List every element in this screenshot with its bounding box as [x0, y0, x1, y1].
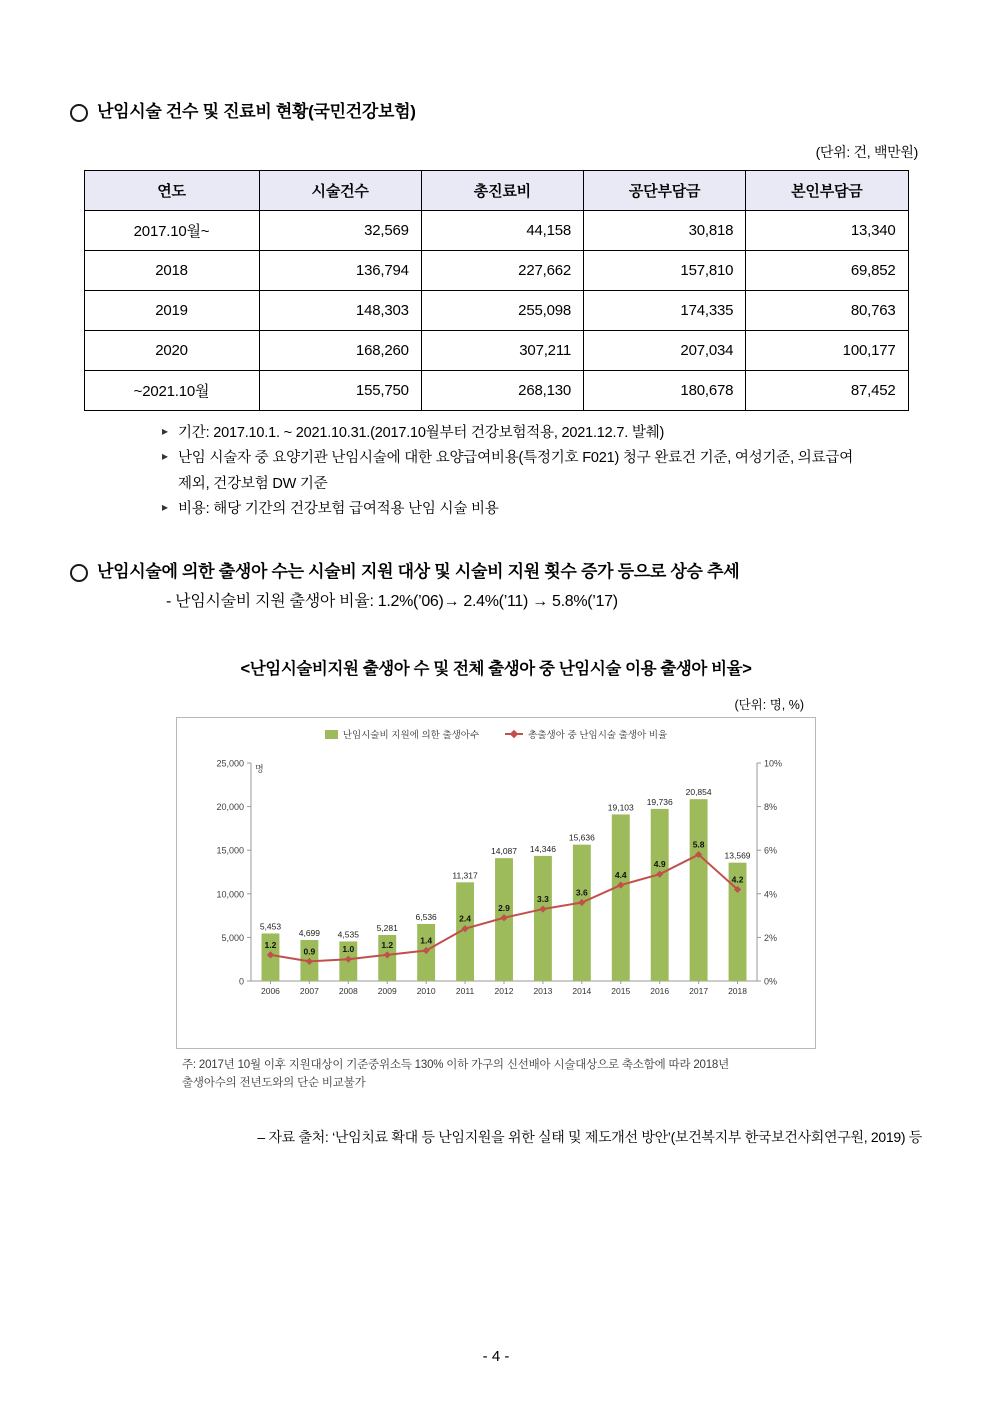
table-header-row — [84, 170, 908, 210]
svg-text:명: 명 — [255, 764, 264, 775]
svg-text:1.0: 1.0 — [342, 944, 355, 955]
svg-text:2008: 2008 — [338, 986, 358, 997]
svg-text:4,699: 4,699 — [298, 928, 321, 939]
legend-label: 난임시술비 지원에 의한 출생아수 — [342, 730, 480, 742]
svg-text:6,536: 6,536 — [415, 912, 437, 923]
table-cell-value: 155,750 — [259, 370, 421, 410]
svg-text:4,535: 4,535 — [337, 929, 359, 940]
svg-text:2006: 2006 — [261, 986, 280, 997]
table-cell-value: 255,098 — [421, 290, 583, 330]
chart-title: <난임시술비지원 출생아 수 및 전체 출생아 중 난임시술 이용 출생아 비율> — [240, 660, 752, 679]
section-heading-2-text: 난임시술에 의한 출생아 수는 시술비 지원 대상 및 시술비 지원 횟수 증가 등으로 상승 추세 — [97, 562, 740, 582]
table-cell-value: 268,130 — [421, 370, 583, 410]
section-2-subline: - 난임시술비 지원 출생아 비율: 1.2%(’06)→ 2.4%(’11) → 5.8%(’17) — [166, 593, 618, 611]
svg-text:2014: 2014 — [572, 986, 592, 997]
table-cell-year: 2020 — [84, 330, 259, 370]
table-cell-year: ~2021.10월 — [84, 370, 259, 410]
treatment-stats-table — [84, 170, 909, 411]
table-cell-value: 87,452 — [746, 370, 908, 410]
svg-text:2016: 2016 — [650, 986, 670, 997]
table-row — [84, 210, 908, 250]
svg-text:13,569: 13,569 — [724, 850, 751, 861]
svg-text:0: 0 — [238, 976, 244, 987]
source-note: – 자료 출처: ‘난임치료 확대 등 난임지원을 위한 실태 및 제도개선 방안’(보건복지부 한국보건사회연구원, 2019) 등 — [257, 1128, 922, 1145]
chart-legend — [177, 718, 815, 741]
table-cell-value: 174,335 — [584, 290, 746, 330]
circle-bullet-icon — [70, 104, 88, 122]
list-item: ▸ 난임 시술자 중 요양기관 난임시술에 대한 요양급여비용(특정기호 F021) 청구 완료건 기준, 여성기준, 의료급여 — [162, 446, 922, 471]
svg-text:10%: 10% — [764, 758, 783, 769]
table-cell-value: 30,818 — [584, 210, 746, 250]
svg-text:2.4: 2.4 — [459, 913, 471, 924]
section-heading-1-text: 난임시술 건수 및 진료비 현황(국민건강보험) — [97, 102, 416, 121]
table-row — [84, 290, 908, 330]
section-heading-1 — [70, 100, 922, 124]
legend-item-line — [505, 727, 667, 741]
legend-line-swatch-icon — [505, 733, 523, 735]
legend-bar-swatch-icon — [325, 730, 338, 739]
svg-text:0%: 0% — [764, 976, 778, 987]
chart-unit-note: (단위: 명, %) — [734, 698, 804, 713]
svg-text:14,346: 14,346 — [529, 843, 556, 854]
svg-text:2009: 2009 — [377, 986, 397, 997]
table-cell-value: 80,763 — [746, 290, 908, 330]
svg-text:1.4: 1.4 — [420, 935, 433, 946]
svg-text:15,000: 15,000 — [216, 845, 244, 856]
page-number: - 4 - — [482, 1348, 510, 1365]
svg-text:20,000: 20,000 — [216, 802, 244, 813]
svg-text:2012: 2012 — [494, 986, 514, 997]
svg-text:2.9: 2.9 — [498, 902, 510, 913]
svg-text:2%: 2% — [764, 932, 778, 943]
chart-footnote-line-2: 출생아수의 전년도와의 단순 비교불가 — [182, 1076, 366, 1089]
svg-text:2018: 2018 — [728, 986, 747, 997]
svg-text:3.6: 3.6 — [575, 887, 588, 898]
svg-text:2013: 2013 — [533, 986, 553, 997]
svg-text:8%: 8% — [764, 802, 778, 813]
svg-text:20,854: 20,854 — [685, 787, 712, 798]
table-notes-list — [70, 421, 922, 523]
svg-text:1.2: 1.2 — [264, 939, 277, 950]
table-header-cell: 연도 — [84, 170, 259, 210]
svg-text:11,317: 11,317 — [452, 870, 478, 881]
list-item: ▸ 비용: 해당 기간의 건강보험 급여적용 난임 시술 비용 — [162, 497, 922, 522]
table-header-cell: 공단부담금 — [584, 170, 746, 210]
svg-text:10,000: 10,000 — [216, 889, 244, 900]
svg-text:4.9: 4.9 — [653, 859, 666, 870]
svg-text:19,736: 19,736 — [646, 796, 673, 807]
table-cell-value: 136,794 — [259, 250, 421, 290]
table-cell-value: 32,569 — [259, 210, 421, 250]
svg-text:0.9: 0.9 — [303, 946, 316, 957]
svg-text:2017: 2017 — [689, 986, 709, 997]
svg-text:4.4: 4.4 — [614, 870, 627, 881]
table-row — [84, 250, 908, 290]
table-cell-year: 2018 — [84, 250, 259, 290]
table-cell-value: 180,678 — [584, 370, 746, 410]
svg-text:5,000: 5,000 — [221, 932, 244, 943]
table-unit-note: (단위: 건, 백만원) — [815, 143, 918, 160]
svg-text:5,453: 5,453 — [259, 921, 282, 932]
section-heading-2 — [70, 560, 922, 584]
table-cell-year: 2019 — [84, 290, 259, 330]
svg-text:3.3: 3.3 — [537, 894, 549, 905]
table-cell-value: 13,340 — [746, 210, 908, 250]
svg-text:5,281: 5,281 — [376, 923, 398, 934]
list-item-continuation: 제외, 건강보험 DW 기준 — [178, 475, 328, 492]
table-cell-value: 207,034 — [584, 330, 746, 370]
table-header-cell: 본인부담금 — [746, 170, 908, 210]
table-cell-value: 44,158 — [421, 210, 583, 250]
table-row — [84, 370, 908, 410]
table-cell-value: 157,810 — [584, 250, 746, 290]
svg-text:2010: 2010 — [416, 986, 436, 997]
svg-text:1.2: 1.2 — [381, 939, 394, 950]
table-cell-value: 227,662 — [421, 250, 583, 290]
svg-text:4.2: 4.2 — [731, 874, 744, 885]
table-cell-value: 100,177 — [746, 330, 908, 370]
table-row — [84, 330, 908, 370]
table-header-cell: 시술건수 — [259, 170, 421, 210]
svg-text:4%: 4% — [764, 889, 778, 900]
legend-label: 총출생아 중 난임시술 출생아 비율 — [528, 730, 668, 742]
circle-bullet-icon — [70, 564, 88, 582]
births-and-ratio-chart — [177, 741, 815, 1033]
svg-text:25,000: 25,000 — [216, 758, 244, 769]
svg-text:19,103: 19,103 — [607, 802, 634, 813]
chart-container — [176, 717, 816, 1093]
table-cell-value: 148,303 — [259, 290, 421, 330]
svg-text:6%: 6% — [764, 845, 778, 856]
svg-text:5.8: 5.8 — [692, 839, 705, 850]
chart-footnote-line-1: 주: 2017년 10월 이후 지원대상이 기준중위소득 130% 이하 가구의 신선배아 시술대상으로 축소함에 따라 2018년 — [182, 1059, 730, 1072]
svg-text:14,087: 14,087 — [491, 846, 517, 857]
table-cell-value: 69,852 — [746, 250, 908, 290]
svg-text:15,636: 15,636 — [568, 832, 595, 843]
table-cell-value: 307,211 — [421, 330, 583, 370]
table-cell-year: 2017.10월~ — [84, 210, 259, 250]
chart-frame — [176, 717, 816, 1049]
table-header-cell: 총진료비 — [421, 170, 583, 210]
svg-text:2015: 2015 — [611, 986, 631, 997]
legend-item-bar — [325, 727, 479, 741]
table-cell-value: 168,260 — [259, 330, 421, 370]
list-item: ▸ 기간: 2017.10.1. ~ 2021.10.31.(2017.10월부터 건강보험적용, 2021.12.7. 발췌) — [162, 421, 922, 446]
svg-text:2011: 2011 — [455, 986, 475, 997]
svg-text:2007: 2007 — [299, 986, 319, 997]
